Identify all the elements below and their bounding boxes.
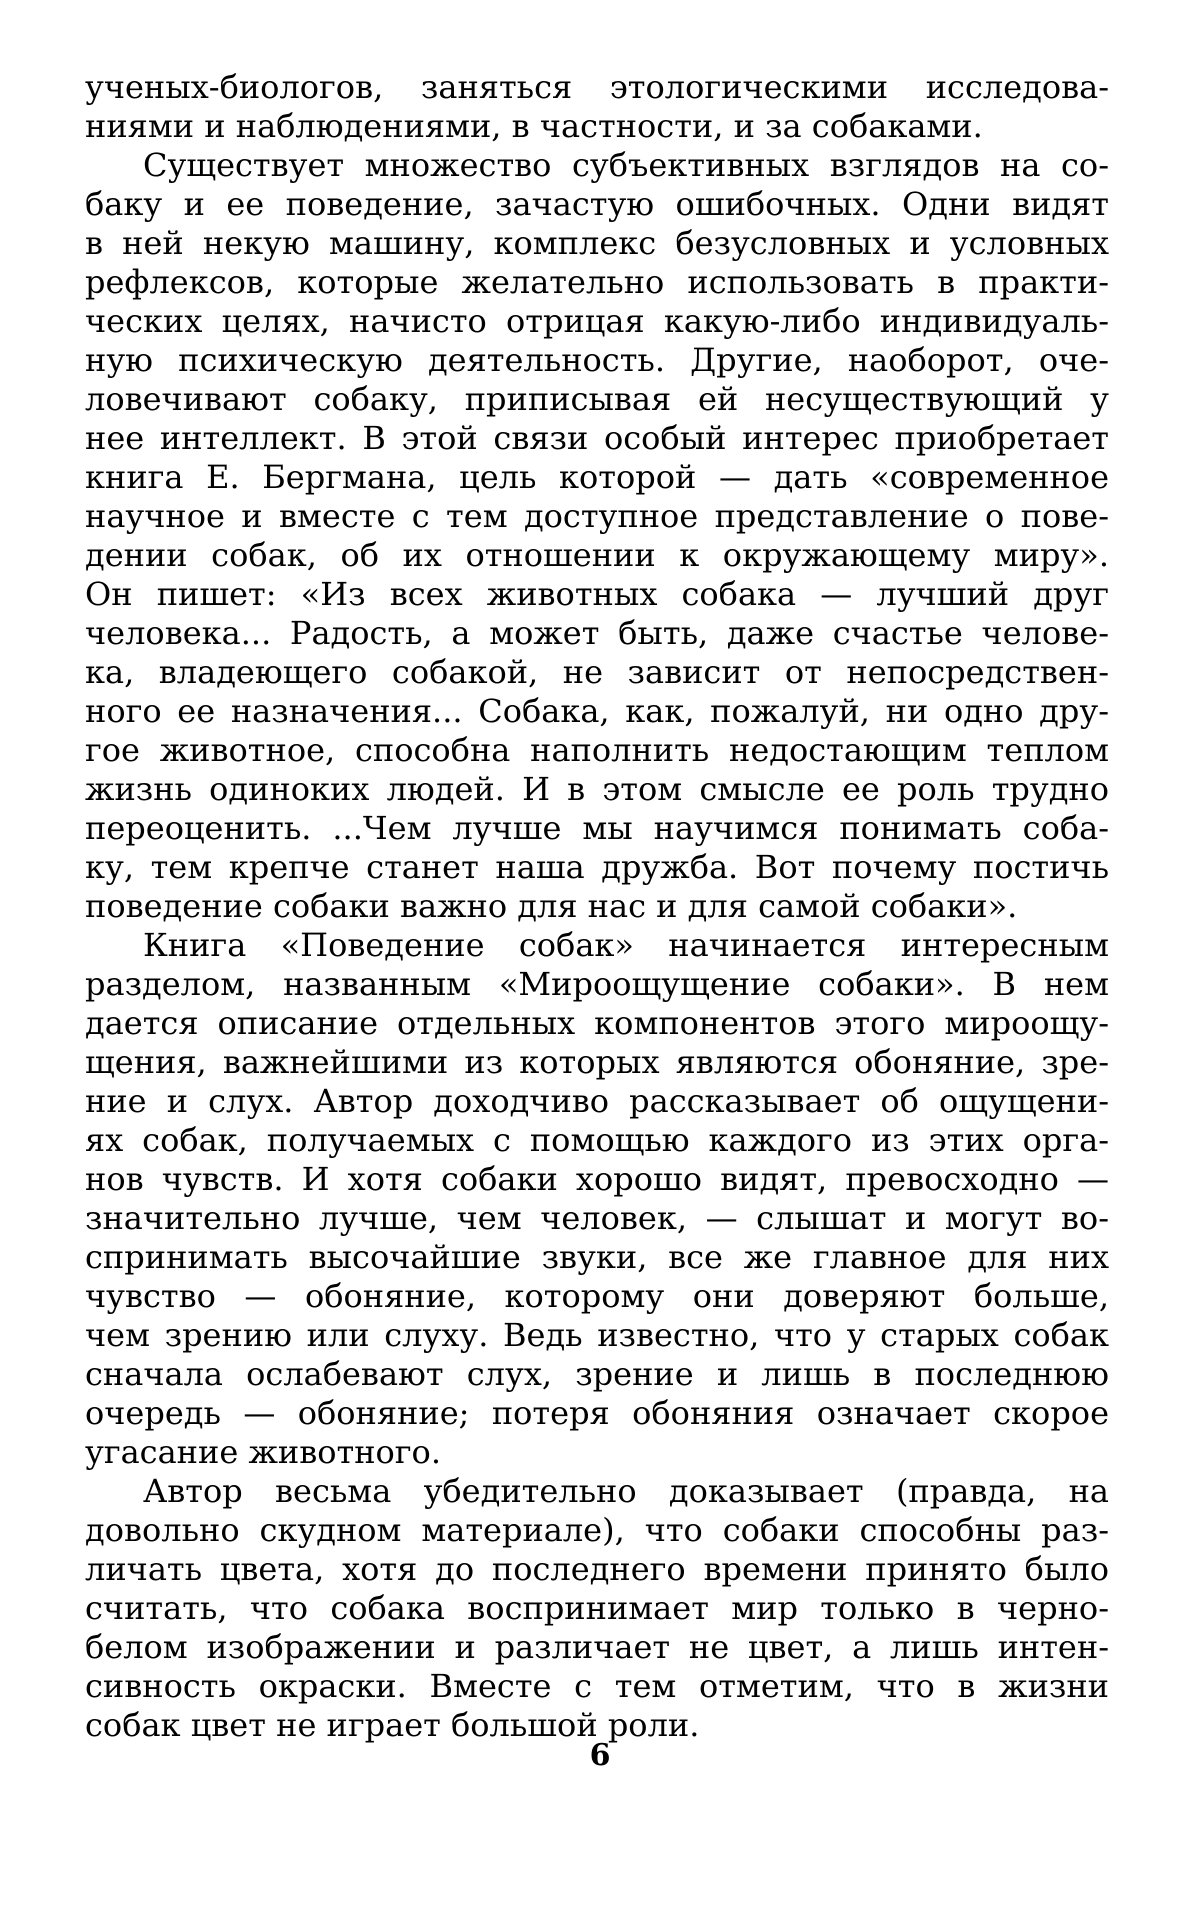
text-line: белом изображении и различает не цвет, а лишь интен- — [85, 1628, 1109, 1666]
text-line: гое животное, способна наполнить недостающим теплом — [85, 731, 1109, 769]
text-line: личать цвета, хотя до последнего времени принято было — [85, 1550, 1109, 1588]
text-line: ловечивают собаку, приписывая ей несуществующий у — [85, 380, 1109, 418]
text-line: щения, важнейшими из которых являются обоняние, зре- — [85, 1043, 1109, 1081]
text-line: дении собак, об их отношении к окружающему миру». — [85, 536, 1109, 574]
text-line: сначала ослабевают слух, зрение и лишь в последнюю — [85, 1355, 1109, 1393]
paragraph-2 — [85, 146, 1109, 926]
text-line: чувство — обоняние, которому они доверяют больше, — [85, 1277, 1109, 1315]
text-line: ку, тем крепче станет наша дружба. Вот почему постичь — [85, 848, 1109, 886]
text-line: чем зрению или слуху. Ведь известно, что у старых собак — [85, 1316, 1109, 1354]
text-line: переоценить. ...Чем лучше мы научимся понимать соба- — [85, 809, 1109, 847]
text-line: собак цвет не играет большой роли. — [85, 1706, 700, 1744]
text-line: значительно лучше, чем человек, — слышат и могут во- — [85, 1199, 1109, 1237]
text-line: Он пишет: «Из всех животных собака — лучший друг — [85, 575, 1109, 613]
text-line: человека... Радость, а может быть, даже счастье челове- — [85, 614, 1109, 652]
text-line: ную психическую деятельность. Другие, наоборот, оче- — [85, 341, 1109, 379]
text-line: нее интеллект. В этой связи особый интерес приобретает — [85, 419, 1109, 457]
paragraph-3 — [85, 926, 1109, 1472]
page-number: 6 — [589, 1738, 611, 1773]
text-line: ческих целях, начисто отрицая какую-либо индивидуаль- — [85, 302, 1109, 340]
text-line: в ней некую машину, комплекс безусловных и условных — [85, 224, 1109, 262]
text-line: ка, владеющего собакой, не зависит от непосредствен- — [85, 653, 1109, 691]
text-line: сивность окраски. Вместе с тем отметим, что в жизни — [85, 1667, 1109, 1705]
paragraph-1 — [85, 68, 1109, 146]
text-line: угасание животного. — [85, 1433, 441, 1471]
paragraph-4 — [85, 1472, 1109, 1745]
text-line: Книга «Поведение собак» начинается интересным — [143, 926, 1109, 964]
text-line: очередь — обоняние; потеря обоняния означает скорое — [85, 1394, 1109, 1432]
text-line: ного ее назначения... Собака, как, пожалуй, ни одно дру- — [85, 692, 1109, 730]
text-line: ях собак, получаемых с помощью каждого из этих орга- — [85, 1121, 1109, 1159]
text-line: ученых-биологов, заняться этологическими исследова- — [85, 68, 1109, 106]
text-line: рефлексов, которые желательно использовать в практи- — [85, 263, 1109, 301]
text-line: научное и вместе с тем доступное представление о пове- — [85, 497, 1109, 535]
text-line: поведение собаки важно для нас и для самой собаки». — [85, 887, 1018, 925]
text-line: разделом, названным «Мироощущение собаки». В нем — [85, 965, 1109, 1003]
text-line: Автор весьма убедительно доказывает (правда, на — [143, 1472, 1109, 1510]
text-line: спринимать высочайшие звуки, все же главное для них — [85, 1238, 1109, 1276]
text-line: Существует множество субъективных взглядов на со- — [143, 146, 1109, 184]
text-line: считать, что собака воспринимает мир только в черно- — [85, 1589, 1109, 1627]
page-text — [85, 68, 1109, 1745]
text-line: баку и ее поведение, зачастую ошибочных. Одни видят — [85, 185, 1109, 223]
text-line: дается описание отдельных компонентов этого мироощу- — [85, 1004, 1109, 1042]
text-line: ниями и наблюдениями, в частности, и за собаками. — [85, 107, 983, 145]
text-line: жизнь одиноких людей. И в этом смысле ее роль трудно — [85, 770, 1109, 808]
text-line: нов чувств. И хотя собаки хорошо видят, превосходно — — [85, 1160, 1109, 1198]
text-line: довольно скудном материале), что собаки способны раз- — [85, 1511, 1109, 1549]
text-line: ние и слух. Автор доходчиво рассказывает об ощущени- — [85, 1082, 1109, 1120]
text-line: книга Е. Бергмана, цель которой — дать «современное — [85, 458, 1109, 496]
